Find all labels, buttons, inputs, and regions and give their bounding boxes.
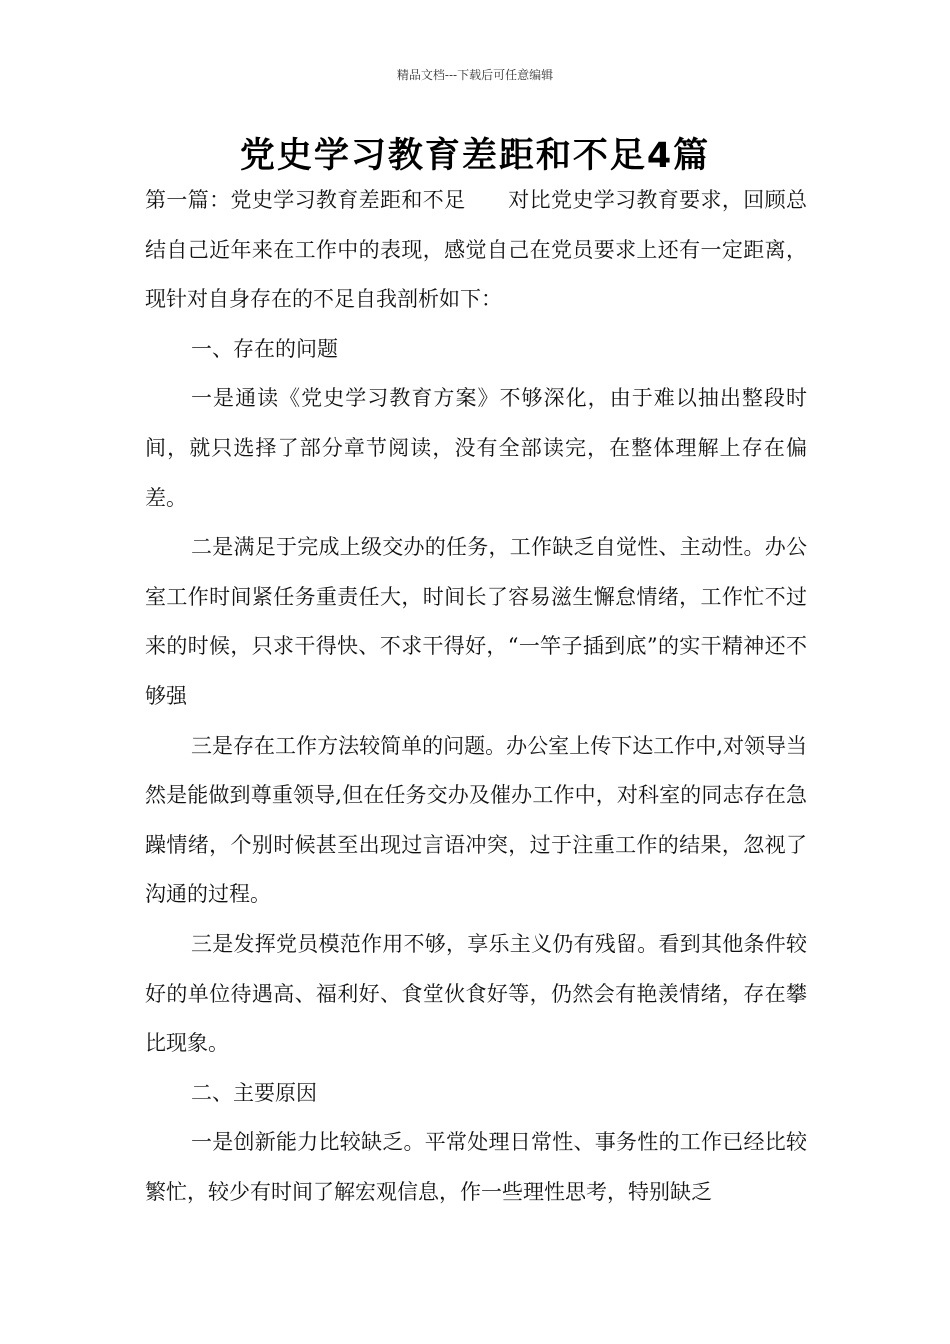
paragraph-problem-2: 二是满足于完成上级交办的任务，工作缺乏自觉性、主动性。办公室工作时间紧任务重责任大，时间长了容易滋生懈怠情绪，工作忙不过来的时候，只求干得快、不求干得好，“一竿子插到底”的实干精神还不够强 xyxy=(145,535,807,708)
section-heading-problems: 一、存在的问题 xyxy=(191,336,338,361)
paragraph-cause-1: 一是创新能力比较缺乏。平常处理日常性、事务性的工作已经比较繁忙，较少有时间了解宏观信息，作一些理性思考，特别缺乏 xyxy=(145,1130,807,1204)
paragraph-problem-3: 三是存在工作方法较简单的问题。办公室上传下达工作中,对领导当然是能做到尊重领导,但在任务交办及催办工作中，对科室的同志存在急躁情绪，个别时候甚至出现过言语冲突，过于注重工作的结果，忽视了沟通的过程。 xyxy=(145,733,807,907)
document-title: 党史学习教育差距和不足4篇 xyxy=(239,136,711,176)
paragraph-intro: 第一篇：党史学习教育差距和不足 对比党史学习教育要求，回顾总结自己近年来在工作中的表现，感觉自己在党员要求上还有一定距离，现针对自身存在的不足自我剖析如下： xyxy=(145,188,807,312)
paragraph-problem-1: 一是通读《党史学习教育方案》不够深化，由于难以抽出整段时间，就只选择了部分章节阅读，没有全部读完，在整体理解上存在偏差。 xyxy=(145,386,807,510)
paragraph-problem-4: 三是发挥党员模范作用不够，享乐主义仍有残留。看到其他条件较好的单位待遇高、福利好、食堂伙食好等，仍然会有艳羡情绪，存在攀比现象。 xyxy=(145,931,807,1056)
document-body xyxy=(145,176,807,1217)
page-header: 精品文档---下载后可任意编辑 xyxy=(396,68,554,82)
section-heading-causes: 二、主要原因 xyxy=(191,1080,317,1105)
